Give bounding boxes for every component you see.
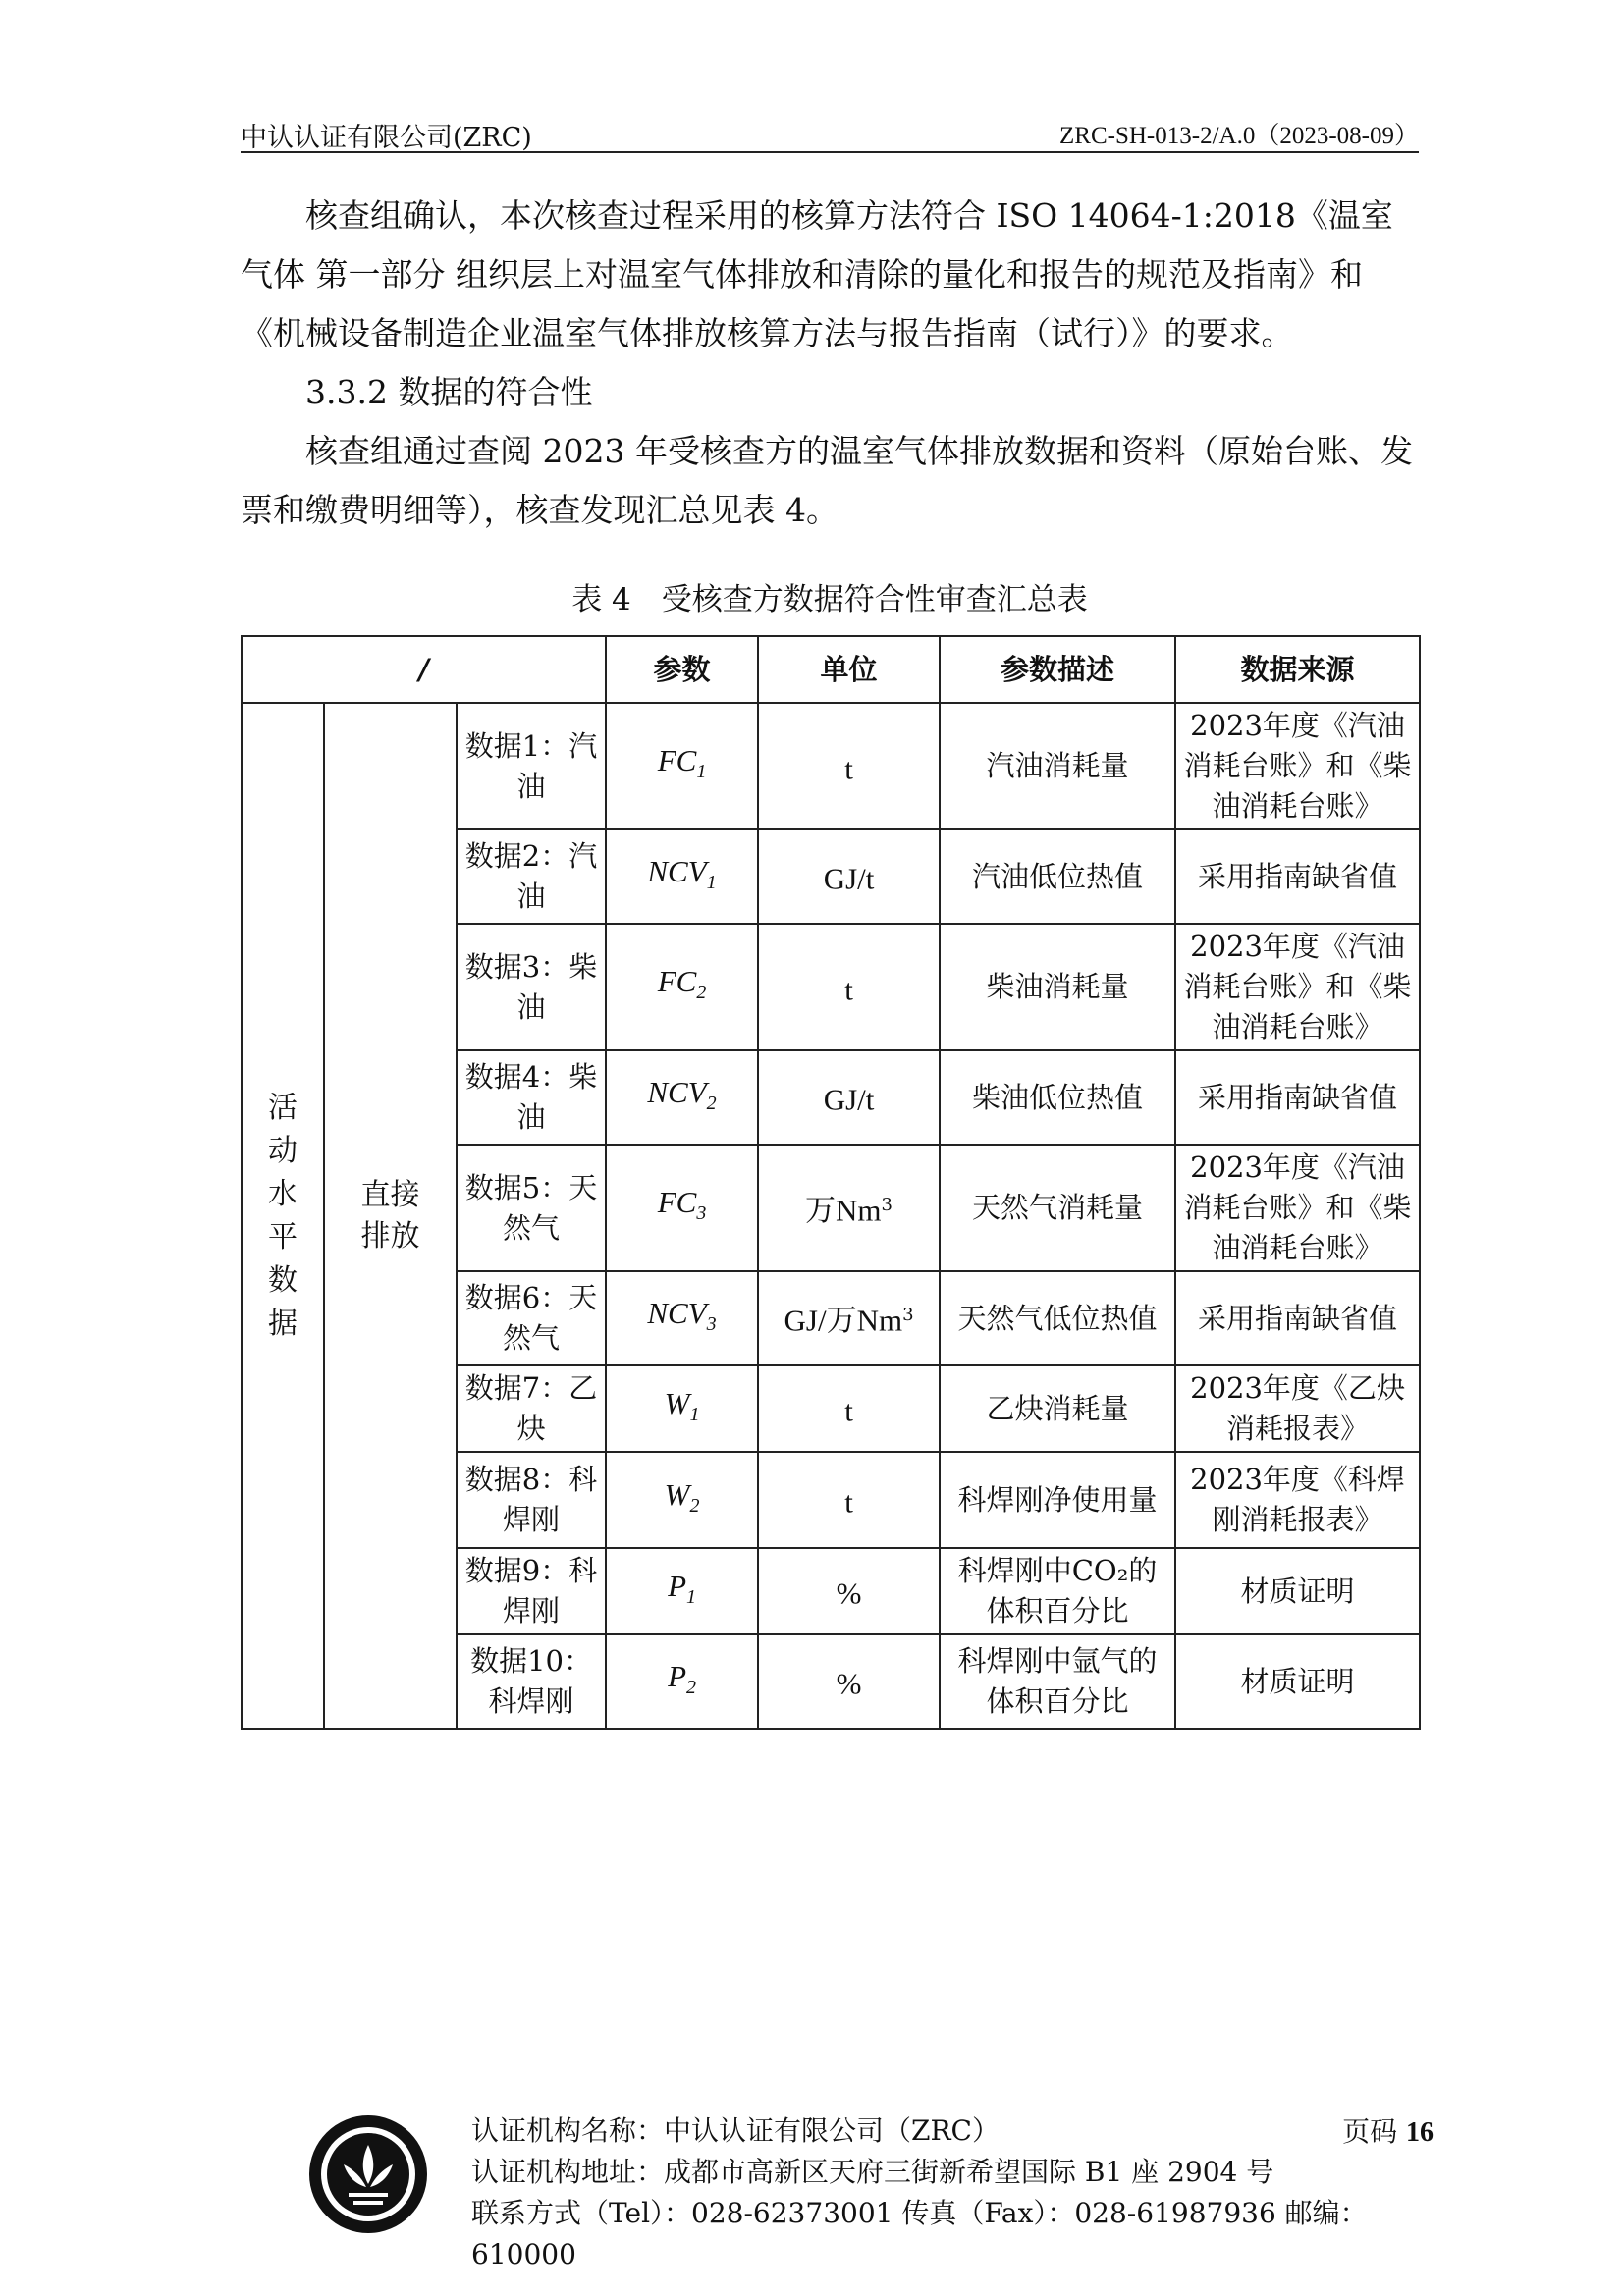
footer-contact: 联系方式（Tel）：028-62373001 传真（Fax）：028-61987936 邮编：610000	[471, 2197, 1368, 2270]
param-subscript: 1	[696, 760, 707, 782]
param-cell	[606, 1548, 758, 1634]
param-symbol: P	[668, 1568, 686, 1603]
subcategory-cell	[324, 703, 457, 1729]
desc-cell: 科焊刚中CO₂的体积百分比	[940, 1548, 1175, 1634]
param-symbol: FC	[657, 743, 697, 778]
param-subscript: 2	[689, 1494, 700, 1517]
paragraph-data-review: 核查组通过查阅 2023 年受核查方的温室气体排放数据和资料（原始台账、发票和缴费明细等），核查发现汇总见表 4。	[241, 432, 1413, 529]
source-cell: 2023年度《乙炔消耗报表》	[1175, 1365, 1420, 1452]
param-subscript: 1	[689, 1403, 700, 1425]
desc-cell: 汽油低位热值	[940, 829, 1175, 924]
unit-cell	[758, 1145, 940, 1271]
page-number-value: 16	[1406, 2117, 1434, 2148]
desc-cell: 天然气消耗量	[940, 1145, 1175, 1271]
param-symbol: FC	[657, 964, 697, 999]
param-symbol: W	[664, 1476, 690, 1512]
paragraph-conformity: 核查组确认，本次核查过程采用的核算方法符合 ISO 14064-1:2018《温室气体 第一部分 组织层上对温室气体排放和清除的量化和报告的规范及指南》和《机械设备制造企业温室气体排放核算方法与报告指南（试行）》的要求。	[241, 196, 1393, 352]
param-cell	[606, 829, 758, 924]
desc-cell: 乙炔消耗量	[940, 1365, 1175, 1452]
header-doc-code: ZRC-SH-013-2/A.0（2023-08-09）	[1059, 123, 1419, 149]
desc-cell: 汽油消耗量	[940, 703, 1175, 829]
unit-text: GJ/万Nm	[784, 1303, 903, 1338]
unit-text: %	[836, 1666, 862, 1701]
source-cell: 材质证明	[1175, 1548, 1420, 1634]
footer-org-address: 认证机构地址：成都市高新区天府三街新希望国际 B1 座 2904 号	[471, 2156, 1274, 2188]
page-number	[1342, 2110, 1434, 2150]
desc-cell: 柴油消耗量	[940, 924, 1175, 1050]
param-symbol: NCV	[647, 1295, 707, 1330]
param-symbol: NCV	[647, 853, 707, 888]
param-subscript: 2	[706, 1092, 717, 1114]
desc-cell: 科焊刚净使用量	[940, 1452, 1175, 1548]
param-cell	[606, 1271, 758, 1365]
header-param: 参数	[606, 636, 758, 703]
header-source: 数据来源	[1175, 636, 1420, 703]
desc-cell: 科焊刚中氩气的体积百分比	[940, 1634, 1175, 1729]
unit-text: GJ/t	[823, 1082, 875, 1117]
table-row	[242, 703, 1420, 829]
table-header-row	[242, 636, 1420, 703]
source-cell: 采用指南缺省值	[1175, 1050, 1420, 1145]
table-body	[242, 703, 1420, 1729]
footer-org-name: 认证机构名称：中认认证有限公司（ZRC）	[471, 2114, 1000, 2147]
param-cell	[606, 1050, 758, 1145]
data-name-cell: 数据7：乙炔	[457, 1365, 606, 1452]
header-unit: 单位	[758, 636, 940, 703]
param-symbol: P	[668, 1658, 686, 1693]
param-subscript: 2	[686, 1676, 696, 1698]
param-symbol: FC	[657, 1185, 697, 1220]
unit-cell	[758, 1548, 940, 1634]
unit-text: t	[844, 1393, 853, 1428]
data-conformity-table	[241, 635, 1421, 1730]
body-text	[241, 187, 1419, 540]
param-symbol: NCV	[647, 1074, 707, 1109]
zrc-logo-icon	[304, 2110, 432, 2238]
param-subscript: 2	[696, 981, 707, 1003]
category-label: 活动水平数据	[268, 1090, 298, 1341]
unit-cell	[758, 1634, 940, 1729]
source-cell: 采用指南缺省值	[1175, 829, 1420, 924]
unit-superscript: 3	[902, 1305, 914, 1326]
data-name-cell: 数据9：科焊刚	[457, 1548, 606, 1634]
param-cell	[606, 1452, 758, 1548]
desc-cell: 天然气低位热值	[940, 1271, 1175, 1365]
page-header	[241, 116, 1419, 153]
data-name-cell: 数据2：汽油	[457, 829, 606, 924]
unit-cell	[758, 1452, 940, 1548]
unit-cell	[758, 1271, 940, 1365]
unit-superscript: 3	[881, 1194, 893, 1215]
unit-text: 万Nm	[805, 1193, 882, 1228]
desc-cell: 柴油低位热值	[940, 1050, 1175, 1145]
header-slash: /	[242, 636, 606, 703]
unit-text: t	[844, 751, 853, 786]
source-cell: 材质证明	[1175, 1634, 1420, 1729]
source-cell: 2023年度《汽油消耗台账》和《柴油消耗台账》	[1175, 703, 1420, 829]
param-subscript: 1	[686, 1585, 696, 1608]
data-name-cell: 数据8：科焊刚	[457, 1452, 606, 1548]
unit-text: t	[844, 1484, 853, 1520]
unit-cell	[758, 924, 940, 1050]
data-name-cell: 数据4：柴油	[457, 1050, 606, 1145]
unit-text: GJ/t	[823, 861, 875, 896]
param-cell	[606, 924, 758, 1050]
page-label: 页码	[1342, 2115, 1398, 2148]
param-subscript: 3	[706, 1312, 717, 1335]
subcategory-label: 直接排放	[360, 1177, 420, 1254]
header-company: 中认认证有限公司(ZRC)	[241, 123, 532, 153]
param-cell	[606, 1145, 758, 1271]
unit-text: t	[844, 972, 853, 1007]
source-cell: 2023年度《汽油消耗台账》和《柴油消耗台账》	[1175, 924, 1420, 1050]
header-desc: 参数描述	[940, 636, 1175, 703]
category-cell	[242, 703, 324, 1729]
source-cell: 2023年度《汽油消耗台账》和《柴油消耗台账》	[1175, 1145, 1420, 1271]
page-footer	[226, 2110, 1434, 2270]
section-heading: 3.3.2 数据的符合性	[305, 373, 593, 411]
param-subscript: 3	[696, 1201, 707, 1224]
data-name-cell: 数据6：天然气	[457, 1271, 606, 1365]
table-caption: 表 4 受核查方数据符合性审查汇总表	[571, 582, 1088, 617]
footer-info	[471, 2110, 1434, 2275]
param-symbol: W	[664, 1385, 690, 1420]
param-cell	[606, 1365, 758, 1452]
source-cell: 采用指南缺省值	[1175, 1271, 1420, 1365]
unit-text: %	[836, 1575, 862, 1611]
source-cell: 2023年度《科焊刚消耗报表》	[1175, 1452, 1420, 1548]
unit-cell	[758, 1050, 940, 1145]
unit-cell	[758, 1365, 940, 1452]
data-name-cell: 数据10：科焊刚	[457, 1634, 606, 1729]
unit-cell	[758, 829, 940, 924]
data-name-cell: 数据5：天然气	[457, 1145, 606, 1271]
param-subscript: 1	[706, 871, 717, 893]
param-cell	[606, 1634, 758, 1729]
data-name-cell: 数据1：汽油	[457, 703, 606, 829]
param-cell	[606, 703, 758, 829]
unit-cell	[758, 703, 940, 829]
data-name-cell: 数据3：柴油	[457, 924, 606, 1050]
